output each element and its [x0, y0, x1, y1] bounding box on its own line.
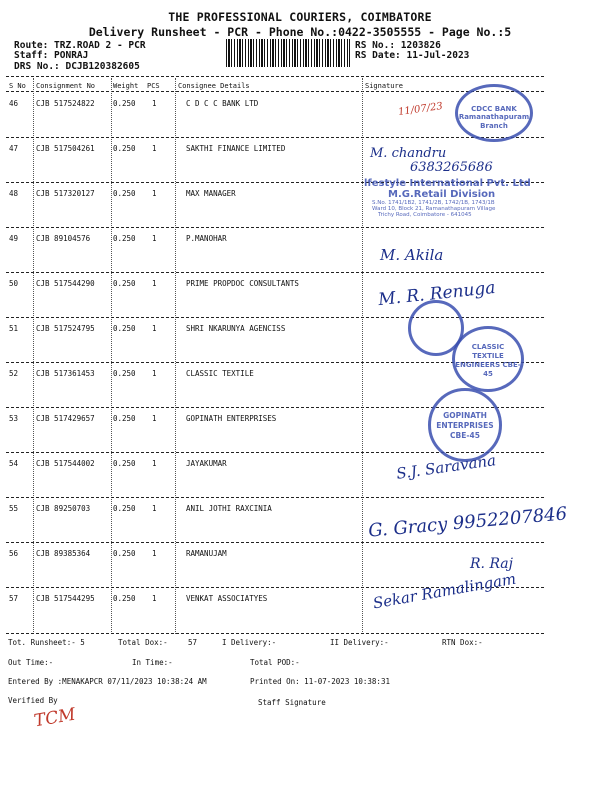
- rs-date: RS Date: 11-Jul-2023: [355, 50, 470, 61]
- signature-56: R. Raj: [470, 556, 513, 572]
- tot-runsheet: Tot. Runsheet:- 5: [8, 638, 85, 647]
- row-consignee: VENKAT ASSOCIATYES: [186, 594, 268, 603]
- row-weight: 0.250: [113, 279, 136, 288]
- col-sno: S No: [9, 82, 26, 90]
- row-consignee: ANIL JOTHI RAXCINIA: [186, 504, 272, 513]
- row-consignment: CJB 517544295: [36, 594, 95, 603]
- signature-54: S.J. Saravana: [395, 451, 498, 483]
- row-sno: 55: [9, 504, 19, 513]
- row-consignment: CJB 517504261: [36, 144, 95, 153]
- row-pcs: 1: [152, 459, 157, 468]
- row-consignment: CJB 89250703: [36, 504, 91, 513]
- total-pod: Total POD:-: [250, 658, 300, 667]
- rtn-dox: RTN Dox:-: [442, 638, 483, 647]
- stamp-line: Ward 10, Block 21, Ramanathapuram Village: [372, 206, 496, 212]
- row-pcs: 1: [152, 234, 157, 243]
- row-pcs: 1: [152, 369, 157, 378]
- stamp-line: lfestyle International Pvt. Ltd: [364, 178, 531, 189]
- in-time: In Time:-: [132, 658, 173, 667]
- row-weight: 0.250: [113, 459, 136, 468]
- row-weight: 0.250: [113, 99, 136, 108]
- col-weight: Weight: [113, 82, 139, 90]
- row-pcs: 1: [152, 279, 157, 288]
- entered-by: Entered By :MENAKAPCR 07/11/2023 10:38:24 AM: [8, 677, 207, 686]
- divider: [6, 91, 544, 92]
- row-weight: 0.250: [113, 189, 136, 198]
- row-sno: 56: [9, 549, 19, 558]
- row-divider: [6, 227, 544, 228]
- stamp-line: S.No. 1741/1B2, 1741/2B, 1742/1B, 1743/1B: [372, 200, 495, 206]
- row-consignee: RAMANUJAM: [186, 549, 227, 558]
- row-sno: 53: [9, 414, 19, 423]
- row-sno: 49: [9, 234, 19, 243]
- row-consignee: MAX MANAGER: [186, 189, 236, 198]
- row-pcs: 1: [152, 99, 157, 108]
- row-pcs: 1: [152, 504, 157, 513]
- row-weight: 0.250: [113, 144, 136, 153]
- signature-55: G. Gracy 9952207846: [367, 503, 568, 542]
- row-consignment: CJB 517544290: [36, 279, 95, 288]
- lifestyle-stamp: [364, 178, 544, 218]
- row-consignee: SAKTHI FINANCE LIMITED: [186, 144, 286, 153]
- row-consignee: JAYAKUMAR: [186, 459, 227, 468]
- barcode: [226, 39, 350, 67]
- row-pcs: 1: [152, 324, 157, 333]
- row-consignment: CJB 517429657: [36, 414, 95, 423]
- staff-signature: Staff Signature: [258, 698, 326, 707]
- row-weight: 0.250: [113, 369, 136, 378]
- divider: [6, 76, 544, 77]
- classic-textile-stamp: CLASSIC TEXTILE ENGINEERS CBE-45: [452, 326, 524, 392]
- row-consignee: GOPINATH ENTERPRISES: [186, 414, 277, 423]
- row-sno: 48: [9, 189, 19, 198]
- drs-number: DRS No.: DCJB120382605: [14, 61, 140, 72]
- row-divider: [6, 542, 544, 543]
- row-divider: [6, 633, 544, 634]
- row-consignment: CJB 89385364: [36, 549, 91, 558]
- stamp-line: M.G.Retail Division: [388, 189, 496, 200]
- row-pcs: 1: [152, 414, 157, 423]
- signature-47-phone: 6383265686: [410, 160, 493, 175]
- row-pcs: 1: [152, 144, 157, 153]
- row-divider: [6, 497, 544, 498]
- rs-number: RS No.: 1203826: [355, 40, 441, 51]
- company-title: THE PROFESSIONAL COURIERS, COIMBATORE: [168, 10, 432, 24]
- row-sno: 50: [9, 279, 19, 288]
- row-consignee: P.MANOHAR: [186, 234, 227, 243]
- staff: Staff: PONRAJ: [14, 50, 89, 61]
- row-divider: [6, 272, 544, 273]
- runsheet-subtitle: Delivery Runsheet - PCR - Phone No.:0422-3505555 - Page No.:5: [88, 25, 512, 39]
- row-sno: 46: [9, 99, 19, 108]
- row-consignee: SHRI NKARUNYA AGENCISS: [186, 324, 286, 333]
- row-weight: 0.250: [113, 549, 136, 558]
- stamp-line: Trichy Road, Coimbatore - 641045: [378, 212, 472, 218]
- verified-signature: TCM: [32, 704, 78, 732]
- row-consignment: CJB 89104576: [36, 234, 91, 243]
- signature-47-name: M. chandru: [370, 146, 447, 161]
- row-pcs: 1: [152, 594, 157, 603]
- col-signature: Signature: [365, 82, 403, 90]
- row-consignee: C D C C BANK LTD: [186, 99, 259, 108]
- row-consignee: CLASSIC TEXTILE: [186, 369, 254, 378]
- route: Route: TRZ.ROAD 2 - PCR: [14, 40, 146, 51]
- row-divider: [6, 137, 544, 138]
- total-dox-label: Total Dox:-: [118, 638, 168, 647]
- signature-50: M. R. Renuga: [377, 277, 497, 311]
- row-weight: 0.250: [113, 594, 136, 603]
- col-consignment: Consignment No: [36, 82, 96, 90]
- row-pcs: 1: [152, 549, 157, 558]
- row-consignee: PRIME PROPDOC CONSULTANTS: [186, 279, 299, 288]
- cdcc-bank-stamp: CDCC BANK Ramanathapuram Branch: [455, 84, 533, 142]
- row-sno: 52: [9, 369, 19, 378]
- row-consignment: CJB 517320127: [36, 189, 95, 198]
- col-pcs: PCS: [147, 82, 160, 90]
- total-dox-value: 57: [188, 638, 198, 647]
- signature-57: Sekar Ramalingam: [371, 569, 518, 613]
- signature-46: 11/07/23: [397, 100, 444, 119]
- row-consignment: CJB 517524822: [36, 99, 95, 108]
- col-consignee: Consignee Details: [178, 82, 250, 90]
- row-sno: 54: [9, 459, 19, 468]
- row-sno: 47: [9, 144, 19, 153]
- row-weight: 0.250: [113, 324, 136, 333]
- printed-on: Printed On: 11-07-2023 10:38:31: [250, 677, 390, 686]
- verified-by: Verified By: [8, 696, 58, 705]
- row-consignment: CJB 517361453: [36, 369, 95, 378]
- out-time: Out Time:-: [8, 658, 54, 667]
- i-delivery: I Delivery:-: [222, 638, 277, 647]
- row-sno: 57: [9, 594, 19, 603]
- row-weight: 0.250: [113, 414, 136, 423]
- row-weight: 0.250: [113, 234, 136, 243]
- row-sno: 51: [9, 324, 19, 333]
- row-consignment: CJB 517544002: [36, 459, 95, 468]
- row-divider: [6, 317, 544, 318]
- table-row: [0, 594, 545, 638]
- signature-49: M. Akila: [380, 246, 444, 264]
- row-weight: 0.250: [113, 504, 136, 513]
- row-consignment: CJB 517524795: [36, 324, 95, 333]
- gopinath-stamp: GOPINATH ENTERPRISES CBE-45: [428, 388, 502, 462]
- ii-delivery: II Delivery:-: [330, 638, 389, 647]
- row-pcs: 1: [152, 189, 157, 198]
